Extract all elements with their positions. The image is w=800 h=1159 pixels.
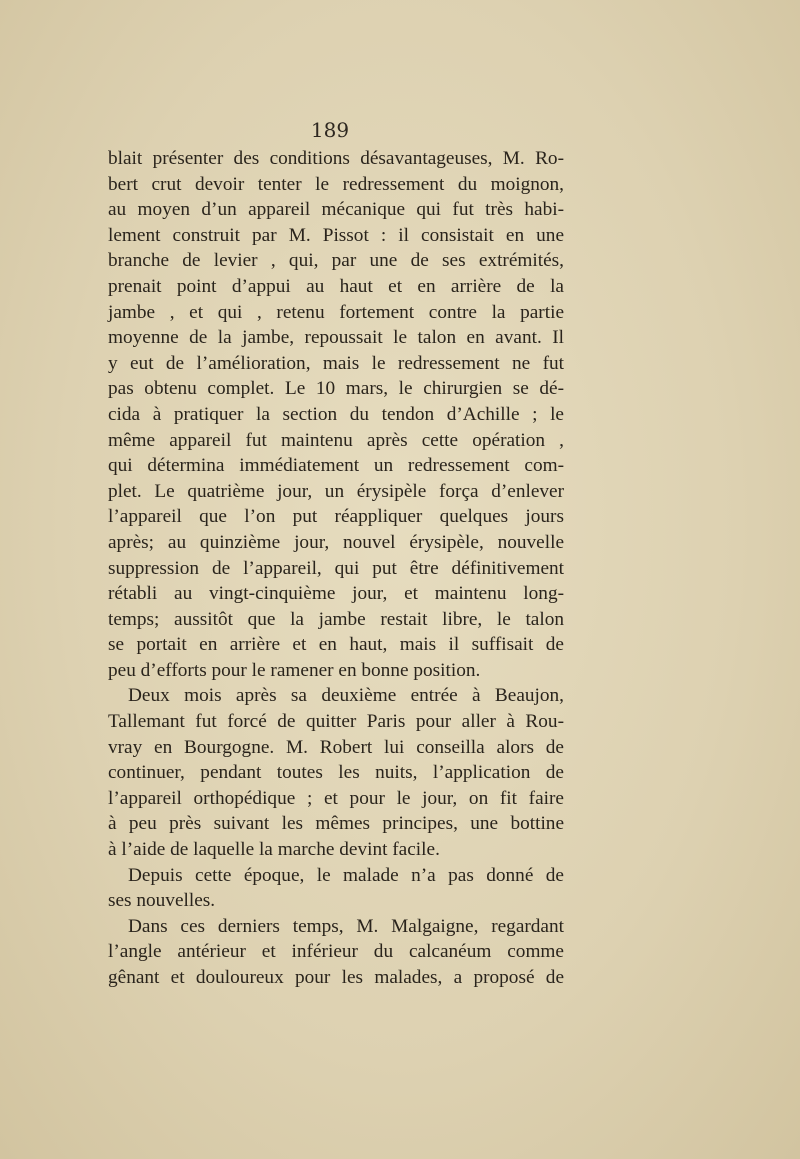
text-line: ses nouvelles. [108,890,216,912]
text-line: continuer, pendant toutes les nuits, l’application de [108,762,564,784]
text-line: à l’aide de laquelle la marche devint facile. [108,839,440,861]
text-line: l’appareil orthopédique ; et pour le jour, on fit faire [108,787,564,809]
text-line: prenait point d’appui au haut et en arrière de la [108,275,564,297]
text-line: à peu près suivant les mêmes principes, une bottine [108,813,564,835]
text-line: suppression de l’appareil, qui put être définitivement [108,557,564,579]
text-line: blait présenter des conditions désavantageuses, M. Ro- [108,148,564,169]
text-line: cida à pratiquer la section du tendon d’Achille ; le [108,403,564,425]
text-line: branche de levier , qui, par une de ses extrémités, [108,250,564,272]
text-line: vray en Bourgogne. M. Robert lui conseilla alors de [108,736,564,758]
text-line: se portait en arrière et en haut, mais il suffisait de [108,634,564,656]
text-line: rétabli au vingt-cinquième jour, et maintenu long- [108,583,564,605]
text-line: après; au quinzième jour, nouvel érysipèle, nouvelle [108,531,564,553]
text-line: Depuis cette époque, le malade n’a pas donné de [128,864,564,886]
text-line: Deux mois après sa deuxième entrée à Beaujon, [128,685,564,707]
text-line: qui détermina immédiatement un redressement com- [108,455,564,477]
text-line: lement construit par M. Pissot : il consistait en une [108,224,564,246]
text-line: Dans ces derniers temps, M. Malgaigne, regardant [128,915,564,937]
text-line: gênant et douloureux pour les malades, a proposé de [108,967,564,988]
text-line: l’angle antérieur et inférieur du calcanéum comme [108,941,564,963]
text-line: jambe , et qui , retenu fortement contre la partie [108,301,564,323]
text-line: bert crut devoir tenter le redressement du moignon, [108,173,564,195]
text-line: Tallemant fut forcé de quitter Paris pour aller à Rou- [108,711,564,733]
text-line: même appareil fut maintenu après cette opération , [108,429,564,451]
text-line: au moyen d’un appareil mécanique qui fut très habi- [108,199,564,221]
body-text [108,146,564,991]
text-line: plet. Le quatrième jour, un érysipèle força d’enlever [108,480,564,502]
text-line: moyenne de la jambe, repoussait le talon en avant. Il [108,327,564,349]
text-line: pas obtenu complet. Le 10 mars, le chirurgien se dé- [108,378,564,400]
text-line: l’appareil que l’on put réappliquer quelques jours [108,506,564,528]
text-line: peu d’efforts pour le ramener en bonne position. [108,659,481,681]
text-line: temps; aussitôt que la jambe restait libre, le talon [108,608,564,630]
text-line: y eut de l’amélioration, mais le redressement ne fut [108,352,564,374]
page-number: 189 [310,118,350,142]
